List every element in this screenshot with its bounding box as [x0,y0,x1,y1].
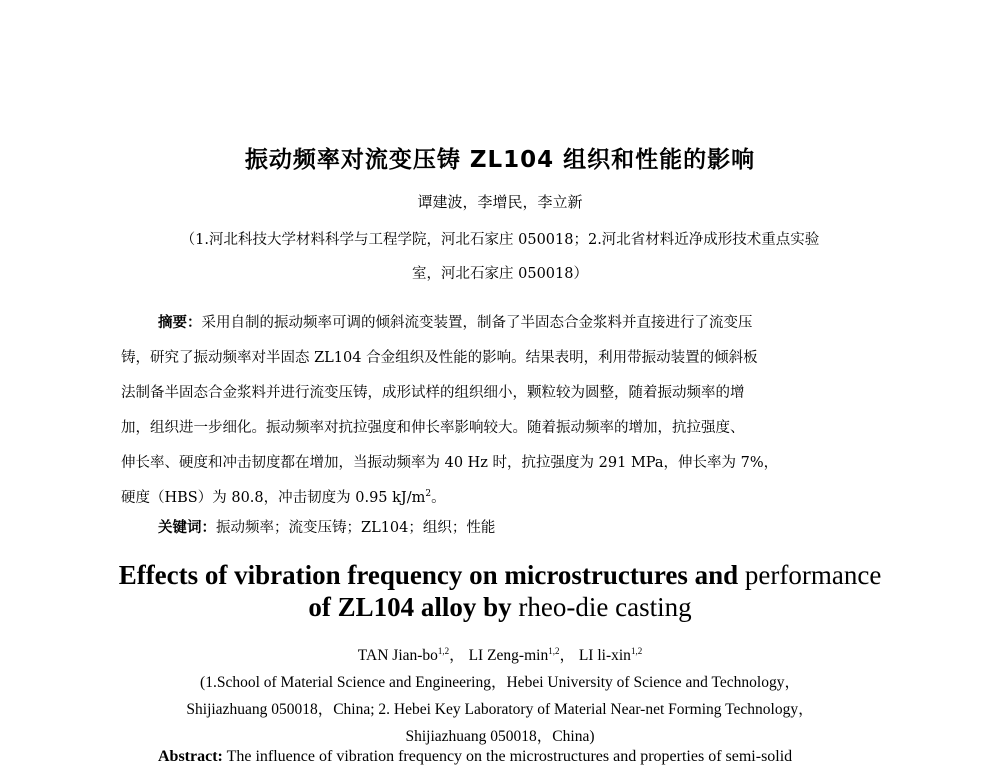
keywords-label: 关键词： [158,520,216,536]
abstract-text: 硬度（HBS）为 80.8，冲击韧度为 0.95 kJ/m [121,490,426,506]
author-name: LI Zeng-min [468,647,549,664]
english-authors [0,643,1000,665]
english-abstract-label: Abstract: [158,748,223,765]
abstract-line: 加，组织进一步细化。振动频率对抗拉强度和伸长率影响较大。随着振动频率的增加，抗拉强度、 [121,420,745,436]
english-abstract-text: The influence of vibration frequency on the microstructures and properties of semi-solid [222,748,793,765]
english-title-line-1 [0,560,1000,591]
chinese-affiliation-line-1: （1.河北科技大学材料科学与工程学院，河北石家庄 050018；2.河北省材料近净成形技术重点实验 [180,232,820,248]
english-affiliation-line-1: (1.School of Material Science and Engineering，Hebei University of Science and Technology， [200,674,800,691]
abstract-line: 法制备半固态合金浆料并进行流变压铸，成形试样的组织细小，颗粒较为圆整，随着振动频率的增 [121,385,745,401]
author-separator: ， [449,647,465,664]
english-title-line-2 [0,592,1000,623]
keywords-line [158,516,495,537]
keywords-text: 振动频率；流变压铸；ZL104；组织；性能 [216,520,496,536]
abstract-line [121,486,446,507]
title-regular-part: performance [738,560,882,590]
chinese-title: 振动频率对流变压铸 ZL104 组织和性能的影响 [244,147,756,173]
author-affiliation-mark: 1,2 [548,645,560,656]
author-affiliation-mark: 1,2 [630,645,643,656]
title-bold-part: Effects of vibration frequency on microstructures and [118,560,739,590]
english-affiliation-line-3: Shijiazhuang 050018，China) [405,728,595,745]
english-affiliation-line-2: Shijiazhuang 050018，China; 2. Hebei Key Laboratory of Material Near-net Forming Technology， [186,701,814,718]
abstract-line [158,311,753,332]
chinese-authors: 谭建波，李增民，李立新 [417,193,583,211]
author-name: LI li-xin [578,647,631,664]
unit-exponent: 2 [425,489,432,500]
author-separator: ， [559,647,575,664]
english-abstract [158,748,792,766]
abstract-text: 采用自制的振动频率可调的倾斜流变装置，制备了半固态合金浆料并直接进行了流变压 [201,315,753,331]
abstract-text-end: 。 [431,490,446,506]
title-regular-part: rheo-die casting [511,592,692,622]
title-bold-part: of ZL104 alloy by [308,592,512,622]
abstract-line: 铸，研究了振动频率对半固态 ZL104 合金组织及性能的影响。结果表明，利用带振动装置的倾斜板 [121,350,758,366]
chinese-affiliation-line-2: 室，河北石家庄 050018） [412,266,588,282]
author-affiliation-mark: 1,2 [437,645,450,656]
author-name: TAN Jian-bo [357,647,438,664]
abstract-label: 摘要： [158,315,202,331]
abstract-line: 伸长率、硬度和冲击韧度都在增加，当振动频率为 40 Hz 时，抗拉强度为 291 MPa，伸长率为 7%， [121,455,779,471]
